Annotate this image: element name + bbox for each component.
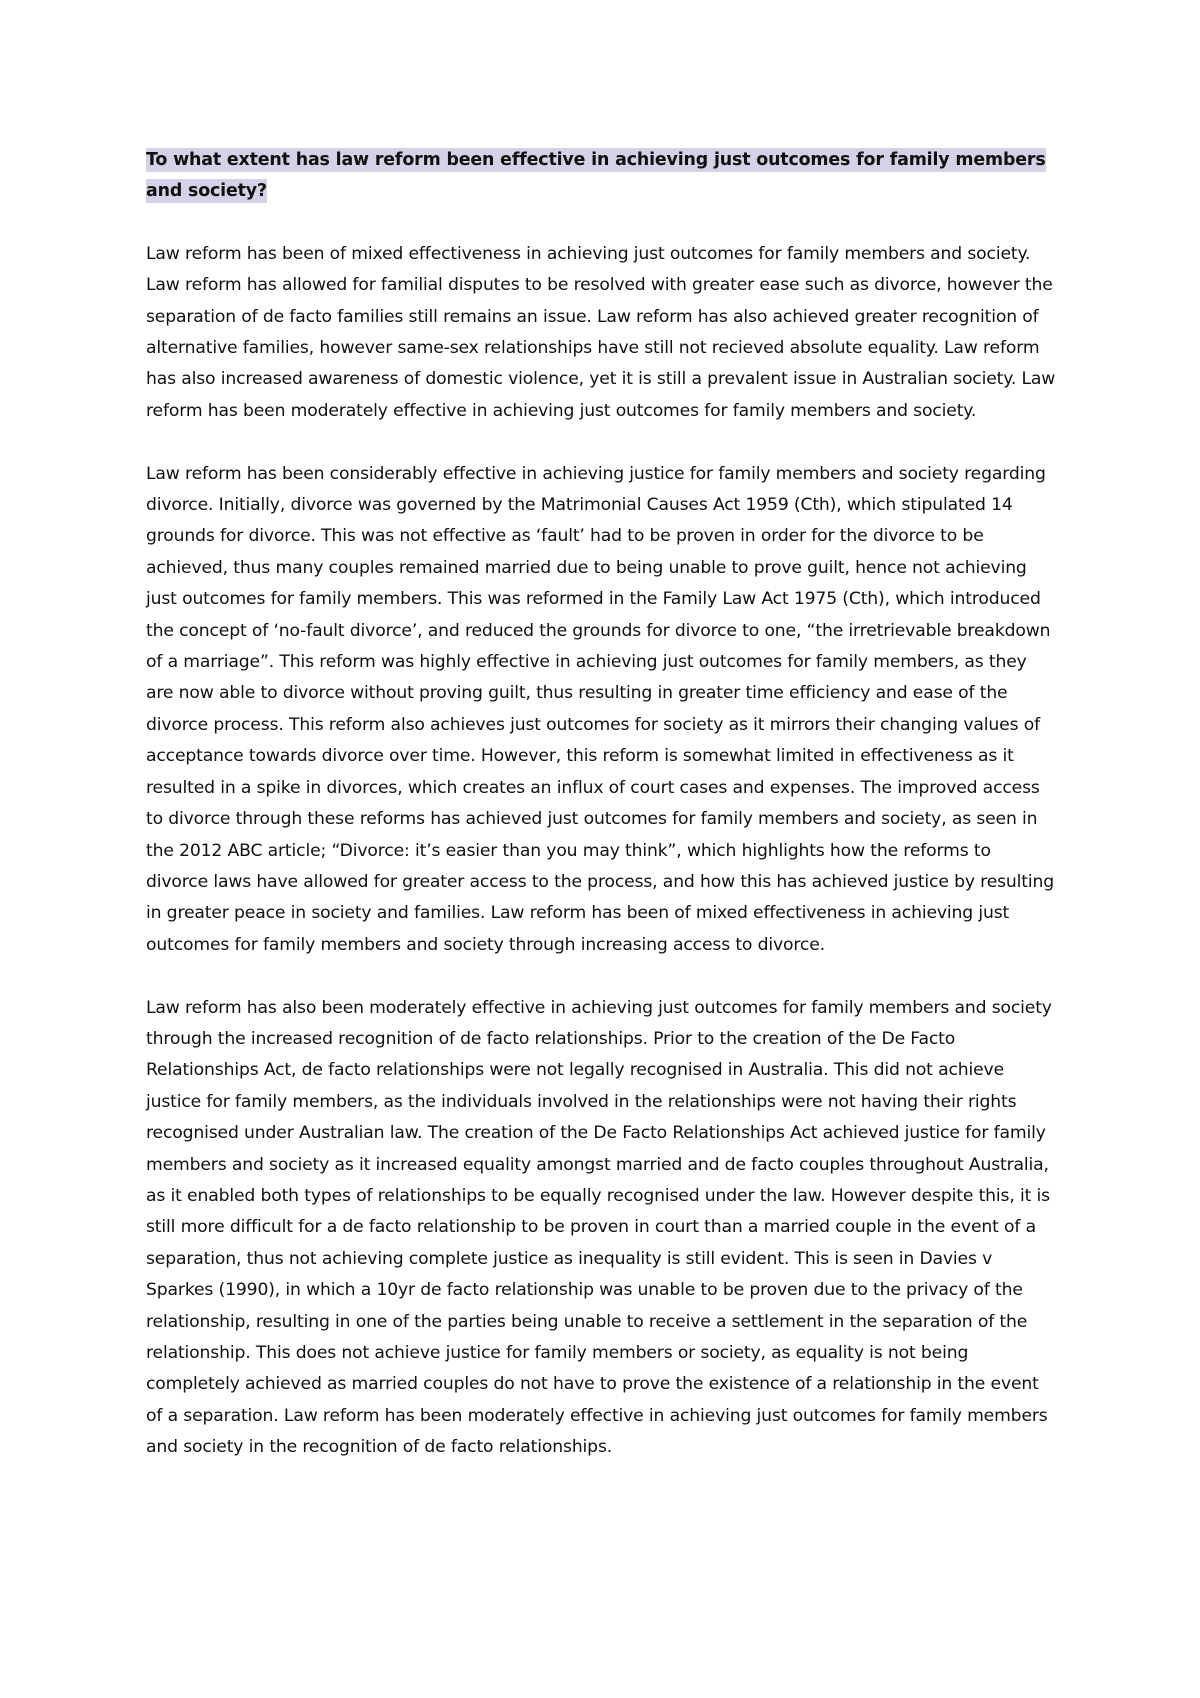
paragraph-divorce: Law reform has been considerably effective in achieving justice for family members and society regarding divorce. Initially, divorce was governed by the Matrimonial Causes Act 1959 (Cth), which stipulated 14 grounds for divorce. This was not effective as ‘fault’ had to be proven in order for the divorce to be achieved, thus many couples remained married due to being unable to prove guilt, hence not achieving just outcomes for family members. This was reformed in the Family Law Act 1975 (Cth), which introduced the concept of ‘no-fault divorce’, and reduced the grounds for divorce to one, “the irretrievable breakdown of a marriage”. This reform was highly effective in achieving just outcomes for family members, as they are now able to divorce without proving guilt, thus resulting in greater time efficiency and ease of the divorce process. This reform also achieves just outcomes for society as it mirrors their changing values of acceptance towards divorce over time. However, this reform is somewhat limited in effectiveness as it resulted in a spike in divorces, which creates an influx of court cases and expenses. The improved access to divorce through these reforms has achieved just outcomes for family members and society, as seen in the 2012 ABC article; “Divorce: it’s easier than you may think”, which highlights how the reforms to divorce laws have allowed for greater access to the process, and how this has achieved justice by resulting in greater peace in society and families. Law reform has been of mixed effectiveness in achieving just outcomes for family members and society through increasing access to divorce.: [146, 463, 1055, 955]
heading-highlight: To what extent has law reform been effective in achieving just outcomes for family members and society?: [146, 150, 1046, 202]
paragraph-de-facto: Law reform has also been moderately effective in achieving just outcomes for family members and society through the increased recognition of de facto relationships. Prior to the creation of the De Facto Relationships Act, de facto relationships were not legally recognised in Australia. This did not achieve justice for family members, as the individuals involved in the relationships were not having their rights recognised under Australian law. The creation of the De Facto Relationships Act achieved justice for family members and society as it increased equality amongst married and de facto couples throughout Australia, as it enabled both types of relationships to be equally recognised under the law. However despite this, it is still more difficult for a de facto relationship to be proven in court than a married couple in the event of a separation, thus not achieving complete justice as inequality is still evident. This is seen in Davies v Sparkes (1990), in which a 10yr de facto relationship was unable to be proven due to the privacy of the relationship, resulting in one of the parties being unable to receive a settlement in the separation of the relationship. This does not achieve justice for family members or society, as equality is not being completely achieved as married couples do not have to prove the existence of a relationship in the event of a separation. Law reform has been moderately effective in achieving just outcomes for family members and society in the recognition of de facto relationships.: [146, 997, 1052, 1458]
essay-question-heading: [146, 145, 1058, 208]
paragraph-introduction: Law reform has been of mixed effectiveness in achieving just outcomes for family members and society. Law reform has allowed for familial disputes to be resolved with greater ease such as divorce, however the separation of de facto families still remains an issue. Law reform has also achieved greater recognition of alternative families, however same-sex relationships have still not recieved absolute equality. Law reform has also increased awareness of domestic violence, yet it is still a prevalent issue in Australian society. Law reform has been moderately effective in achieving just outcomes for family members and society.: [146, 243, 1056, 421]
document-body: [146, 145, 1058, 1495]
